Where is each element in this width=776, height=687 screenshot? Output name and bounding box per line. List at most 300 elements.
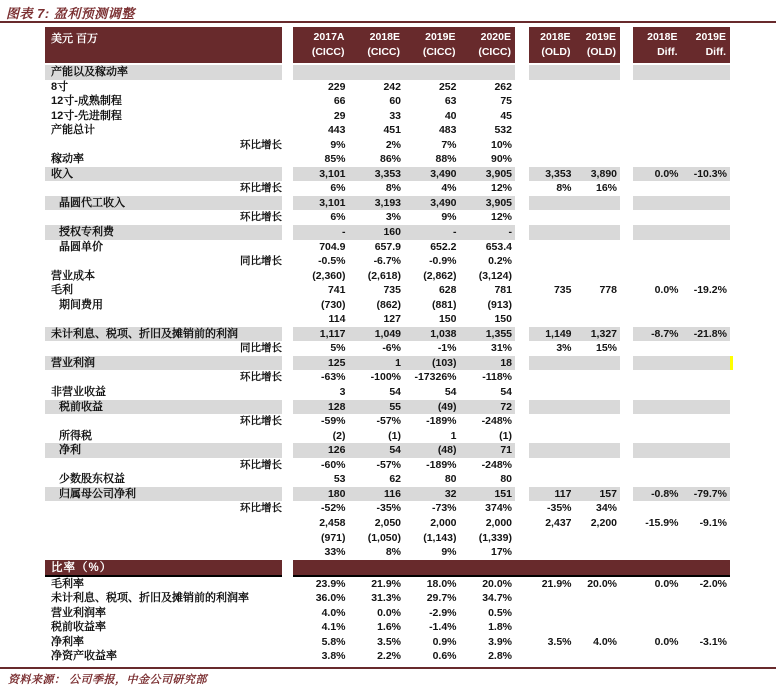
column-gap <box>620 635 633 650</box>
cell-2018e-cicc: 657.9 <box>374 240 401 253</box>
row-label: 收入 <box>51 167 73 180</box>
column-gap <box>515 65 529 80</box>
cell-2017a-cicc: (730) <box>320 298 346 311</box>
cell-2020e-cicc: 3,905 <box>460 167 516 182</box>
cell-2018e-old <box>529 240 575 255</box>
row-label-cell <box>45 240 282 255</box>
cell-2019e-diff <box>682 620 731 635</box>
column-gap <box>515 341 529 356</box>
column-gap <box>282 472 293 487</box>
cell-2019e-old <box>575 80 621 95</box>
cell-2019e-cicc: 150 <box>438 313 457 326</box>
row-label: 归属母公司净利 <box>59 487 136 500</box>
cell-2018e-diff <box>633 80 682 95</box>
column-gap <box>620 298 633 313</box>
cell-2018e-cicc: (2,618) <box>367 269 401 282</box>
column-gap <box>620 269 633 284</box>
cell-2019e-old <box>575 240 621 255</box>
row-label: 净利 <box>59 444 81 457</box>
table-body <box>45 65 730 664</box>
column-gap <box>515 167 529 182</box>
cell-2020e-cicc: 150 <box>494 313 512 326</box>
column-gap <box>282 269 293 284</box>
cell-2019e-old <box>575 458 621 473</box>
cell-2019e-diff <box>682 429 731 444</box>
row-label <box>45 516 51 531</box>
cell-2018e-cicc: 3,193 <box>349 196 405 211</box>
cell-2019e-old: 778 <box>599 284 617 297</box>
cell-2018e-old: 117 <box>529 487 575 502</box>
cell-2018e-cicc: 160 <box>349 225 405 240</box>
cell-2020e-cicc: - <box>460 225 516 240</box>
column-gap <box>515 620 529 635</box>
highlight-row <box>45 225 730 240</box>
cell-2017a-cicc: -0.5% <box>318 255 346 268</box>
row-label: 所得税 <box>59 429 92 442</box>
cell-2019e-diff <box>682 94 731 109</box>
column-gap <box>620 210 633 225</box>
cell-2018e-old <box>529 414 575 429</box>
cell-2018e-diff <box>633 65 682 80</box>
cell-2018e-cicc: 3.5% <box>377 635 401 648</box>
cell-2018e-cicc: (1,050) <box>367 531 401 544</box>
highlight-row <box>45 400 730 415</box>
cell-2019e-diff <box>682 341 731 356</box>
column-gap <box>620 167 633 182</box>
cell-2019e-cicc: -1.4% <box>429 621 457 634</box>
cell-2018e-diff <box>633 472 682 487</box>
column-gap <box>620 531 633 546</box>
row-label <box>45 545 51 560</box>
row-label-cell <box>45 269 282 284</box>
header-source: (OLD) <box>541 46 571 58</box>
cell-2018e-cicc: 31.3% <box>371 592 401 605</box>
cell-2017a-cicc: 6% <box>330 182 346 195</box>
column-gap <box>282 606 293 621</box>
cell-2019e-diff <box>682 254 731 269</box>
cell-2018e-diff: 0.0% <box>654 284 679 297</box>
cell-2019e-diff <box>682 400 731 415</box>
header-source: (OLD) <box>586 46 616 58</box>
table-row <box>45 109 730 124</box>
cell-2019e-old <box>575 620 621 635</box>
header-unit-label: 美元 百万 <box>45 27 282 63</box>
cell-2020e-cicc: 10% <box>490 138 512 151</box>
cell-2020e-cicc: 3,905 <box>460 196 516 211</box>
column-gap <box>620 545 633 560</box>
cell-2017a-cicc: - <box>293 225 349 240</box>
cell-2018e-cicc: -6% <box>382 342 401 355</box>
cell-2017a-cicc: 66 <box>333 95 346 108</box>
row-label: 产能以及稼动率 <box>51 66 128 78</box>
column-gap <box>620 385 633 400</box>
cell-2018e-cicc: 1.6% <box>377 621 401 634</box>
row-label: 毛利率 <box>51 577 84 590</box>
column-gap <box>620 649 633 664</box>
cell-2017a-cicc: 443 <box>327 124 346 137</box>
cell-2018e-old <box>529 443 575 458</box>
cell-2018e-diff <box>633 269 682 284</box>
cell-2018e-cicc: 62 <box>389 473 401 486</box>
table-row <box>45 414 730 429</box>
cell-2018e-cicc: (1) <box>388 429 401 442</box>
row-sublabel: 环比增长 <box>240 371 282 384</box>
column-gap <box>620 606 633 621</box>
cell-2018e-old: 21.9% <box>541 577 572 590</box>
cell-2019e-diff <box>682 531 731 546</box>
column-gap <box>282 225 293 240</box>
row-sublabel: 环比增长 <box>240 138 282 151</box>
cell-2017a-cicc: 2,458 <box>319 516 346 529</box>
table-row <box>45 123 730 138</box>
column-gap <box>515 429 529 444</box>
header-2019e-old <box>575 27 621 63</box>
cell-2020e-cicc: 0.5% <box>488 606 512 619</box>
cell-2018e-cicc: -57% <box>376 415 401 428</box>
table-row <box>45 80 730 95</box>
cell-2019e-diff: -19.2% <box>693 284 727 297</box>
cell-2020e-cicc: 45 <box>500 109 512 122</box>
cell-2019e-old <box>575 356 621 371</box>
row-sublabel: 环比增长 <box>240 415 282 428</box>
row-label-cell <box>45 414 282 429</box>
cell-2019e-old <box>575 312 621 327</box>
cell-2018e-cicc: 127 <box>383 313 401 326</box>
column-gap <box>515 196 529 211</box>
cell-2019e-cicc: 54 <box>444 386 457 399</box>
table-row <box>45 577 730 592</box>
column-gap <box>620 591 633 606</box>
row-label-cell <box>45 341 282 356</box>
cell-2019e-diff <box>682 443 731 458</box>
row-label-cell <box>45 283 282 298</box>
cell-2017a-cicc: 229 <box>327 80 346 93</box>
column-gap <box>282 80 293 95</box>
cell-2019e-diff <box>682 356 731 371</box>
cell-2019e-cicc: (2,862) <box>423 269 457 282</box>
header-source: (CICC) <box>422 46 456 58</box>
cell-2017a-cicc: (2) <box>332 429 346 442</box>
row-label-cell <box>45 94 282 109</box>
cell-2020e-cicc: 90% <box>490 153 512 166</box>
column-gap <box>282 516 293 531</box>
cell-2018e-old <box>529 254 575 269</box>
column-gap <box>620 94 633 109</box>
cell-2019e-diff <box>682 269 731 284</box>
cell-2020e-cicc: 20.0% <box>482 577 512 590</box>
cell-2019e-old <box>575 443 621 458</box>
table-row <box>45 531 730 546</box>
cell-2018e-old <box>529 138 575 153</box>
cell-2017a-cicc: -63% <box>320 371 346 384</box>
row-label <box>45 312 51 327</box>
table-row <box>45 152 730 167</box>
cell-2020e-cicc: 3.9% <box>488 635 512 648</box>
cell-2018e-old: 735 <box>553 284 572 297</box>
cell-2019e-cicc: 9% <box>441 546 457 559</box>
cell-2020e-cicc: 17% <box>490 546 512 559</box>
cell-2018e-diff <box>633 591 682 606</box>
row-label-cell <box>45 225 282 240</box>
header-2018e-diff <box>633 27 682 63</box>
cell-2017a-cicc: 180 <box>293 487 349 502</box>
cell-2019e-old <box>575 109 621 124</box>
row-label-cell <box>45 606 282 621</box>
row-label-cell <box>45 370 282 385</box>
cell-2017a-cicc: 3,101 <box>293 196 349 211</box>
cell-2019e-diff <box>682 181 731 196</box>
cell-2019e-cicc: 80 <box>444 473 457 486</box>
table-row <box>45 385 730 400</box>
cell-2019e-old <box>575 94 621 109</box>
column-gap <box>515 181 529 196</box>
header-source: (CICC) <box>367 46 400 58</box>
cell-2019e-diff: -21.8% <box>682 327 731 342</box>
row-label-cell <box>45 577 282 592</box>
row-label: 8寸 <box>51 80 69 93</box>
row-label: 产能总计 <box>51 124 95 137</box>
column-gap <box>282 591 293 606</box>
table-row <box>45 606 730 621</box>
header-2017a-cicc <box>293 27 349 63</box>
cell-2020e-cicc <box>460 65 516 80</box>
row-label <box>45 414 51 429</box>
cell-2019e-diff <box>682 138 731 153</box>
cell-2018e-old: 3% <box>556 342 572 355</box>
cell-2018e-cicc: (862) <box>376 298 401 311</box>
highlight-row <box>45 356 730 371</box>
cell-2018e-old <box>529 620 575 635</box>
cell-2020e-cicc: 80 <box>500 473 512 486</box>
cell-2019e-diff <box>682 196 731 211</box>
row-label-cell <box>45 138 282 153</box>
cell-2019e-cicc: - <box>404 225 460 240</box>
column-gap <box>515 516 529 531</box>
row-label-cell <box>45 400 282 415</box>
column-gap <box>282 545 293 560</box>
table-header-row <box>45 27 730 63</box>
cell-2019e-old <box>575 65 621 80</box>
cell-2018e-old <box>529 606 575 621</box>
cell-2020e-cicc: 653.4 <box>485 240 512 253</box>
cell-2020e-cicc: 12% <box>490 211 512 224</box>
cell-2019e-diff <box>682 80 731 95</box>
table-row <box>45 312 730 327</box>
header-year: 2018E <box>369 31 400 43</box>
cell-2018e-cicc: 116 <box>349 487 405 502</box>
cell-2018e-diff <box>633 341 682 356</box>
cell-2017a-cicc: 85% <box>324 153 346 166</box>
column-gap <box>515 254 529 269</box>
row-label <box>45 210 51 225</box>
cell-2020e-cicc: 71 <box>460 443 516 458</box>
cell-2018e-old: -35% <box>546 502 572 515</box>
column-gap <box>515 458 529 473</box>
cell-2020e-cicc: (3,124) <box>478 269 512 282</box>
column-gap <box>515 385 529 400</box>
column-gap <box>515 109 529 124</box>
cell-2019e-cicc: 32 <box>404 487 460 502</box>
column-gap <box>515 240 529 255</box>
row-label-cell <box>45 516 282 531</box>
cell-2019e-cicc: 9% <box>441 211 457 224</box>
cell-2017a-cicc: 1,117 <box>293 327 349 342</box>
cell-2020e-cicc: 12% <box>490 182 512 195</box>
cell-2018e-old <box>529 400 575 415</box>
column-gap <box>282 123 293 138</box>
cell-2018e-old <box>529 545 575 560</box>
cell-2019e-cicc: 7% <box>441 138 457 151</box>
cell-2019e-cicc: 88% <box>435 153 457 166</box>
cell-2019e-cicc: (49) <box>404 400 460 415</box>
column-gap <box>620 501 633 516</box>
row-label <box>45 370 51 385</box>
cell-2018e-old <box>529 225 575 240</box>
table-row <box>45 138 730 153</box>
table-row <box>45 283 730 298</box>
cell-2018e-cicc: 2% <box>385 138 401 151</box>
column-gap <box>620 458 633 473</box>
cell-2019e-diff <box>682 606 731 621</box>
cell-2018e-diff: -15.9% <box>645 516 679 529</box>
column-gap <box>282 152 293 167</box>
cell-2018e-diff <box>633 94 682 109</box>
column-gap <box>620 356 633 371</box>
cell-2019e-old <box>575 400 621 415</box>
cell-2017a-cicc: 114 <box>328 313 346 326</box>
cell-2019e-cicc: -17326% <box>414 371 457 384</box>
cell-2020e-cicc: 151 <box>460 487 516 502</box>
cell-2019e-old <box>575 138 621 153</box>
cell-2018e-diff <box>633 443 682 458</box>
column-gap <box>282 443 293 458</box>
cell-2018e-diff <box>633 298 682 313</box>
cell-2019e-cicc: 652.2 <box>430 240 457 253</box>
header-2019e-diff <box>682 27 731 63</box>
column-gap <box>620 443 633 458</box>
cell-2019e-diff <box>682 312 731 327</box>
row-label-cell <box>45 531 282 546</box>
cell-2018e-old <box>529 591 575 606</box>
row-sublabel: 环比增长 <box>240 458 282 471</box>
column-gap <box>620 65 633 80</box>
cell-2017a-cicc: 9% <box>330 138 346 151</box>
table-row <box>45 429 730 444</box>
cell-2019e-diff <box>682 210 731 225</box>
cell-2019e-old <box>575 414 621 429</box>
column-gap <box>620 181 633 196</box>
row-label: 营业成本 <box>51 269 95 282</box>
column-gap <box>282 370 293 385</box>
cell-2018e-cicc: 735 <box>383 284 401 297</box>
column-gap <box>282 312 293 327</box>
column-gap <box>515 591 529 606</box>
cell-2020e-cicc: 72 <box>460 400 516 415</box>
row-label: 净资产收益率 <box>51 650 117 663</box>
cell-2019e-old <box>575 123 621 138</box>
source-note: 资料来源： 公司季报，中金公司研究部 <box>8 673 208 686</box>
column-gap <box>282 181 293 196</box>
cell-2018e-cicc: -35% <box>376 502 401 515</box>
cell-2018e-old <box>529 94 575 109</box>
cell-2020e-cicc: (1,339) <box>478 531 512 544</box>
cell-2019e-cicc: 40 <box>444 109 457 122</box>
table-row <box>45 370 730 385</box>
cell-2018e-cicc: 60 <box>389 95 401 108</box>
header-year: 2019E <box>695 31 726 43</box>
cell-2019e-diff <box>682 152 731 167</box>
cell-2018e-diff: 0.0% <box>654 635 679 648</box>
cell-2019e-diff: -9.1% <box>699 516 727 529</box>
cell-2020e-cicc: 34.7% <box>482 592 512 605</box>
column-gap <box>515 577 529 592</box>
cell-2019e-diff: -79.7% <box>682 487 731 502</box>
header-year: 2018E <box>540 31 571 43</box>
cell-2018e-cicc <box>349 65 405 80</box>
column-gap <box>282 196 293 211</box>
row-label-cell <box>45 620 282 635</box>
cell-2019e-cicc: 4% <box>441 182 457 195</box>
cell-2018e-cicc: -100% <box>370 371 401 384</box>
cell-2018e-cicc: -57% <box>376 458 401 471</box>
cell-2018e-diff <box>633 429 682 444</box>
cell-2018e-old <box>529 80 575 95</box>
cell-2019e-old <box>575 269 621 284</box>
row-label: 期间费用 <box>59 298 103 311</box>
cell-2019e-old <box>575 649 621 664</box>
column-gap <box>620 254 633 269</box>
cell-2018e-old <box>529 356 575 371</box>
cell-2019e-cicc: 628 <box>438 284 457 297</box>
column-gap <box>620 516 633 531</box>
table-row <box>45 94 730 109</box>
row-label-cell <box>45 487 282 502</box>
column-gap <box>620 27 633 63</box>
cell-2018e-old <box>529 123 575 138</box>
column-gap <box>282 501 293 516</box>
cell-2018e-old <box>529 65 575 80</box>
row-label: 12寸-成熟制程 <box>51 95 122 108</box>
row-label-cell <box>45 356 282 371</box>
cell-2019e-cicc: 3,490 <box>404 167 460 182</box>
row-label <box>45 501 51 516</box>
column-gap <box>620 400 633 415</box>
row-label: 毛利 <box>51 284 73 297</box>
cell-2018e-diff <box>633 356 682 371</box>
cell-2019e-cicc: 0.6% <box>432 650 457 663</box>
cell-2018e-diff <box>633 254 682 269</box>
cell-2017a-cicc: 3.8% <box>321 650 346 663</box>
row-sublabel: 同比增长 <box>240 342 282 355</box>
cell-2019e-old <box>575 385 621 400</box>
cell-2017a-cicc: -60% <box>320 458 346 471</box>
cell-2019e-diff <box>682 501 731 516</box>
cell-2018e-diff <box>633 649 682 664</box>
cell-2018e-cicc: 0.0% <box>377 606 401 619</box>
row-label-cell <box>45 181 282 196</box>
table-row <box>45 181 730 196</box>
cell-2018e-cicc: 8% <box>385 546 401 559</box>
row-label-cell <box>45 649 282 664</box>
cell-2020e-cicc: 18 <box>460 356 516 371</box>
column-gap <box>282 298 293 313</box>
cell-2019e-diff: -2.0% <box>699 577 727 590</box>
row-label: 营业利润 <box>51 356 95 369</box>
cell-2019e-cicc: -189% <box>426 415 457 428</box>
header-year: 2019E <box>425 31 456 43</box>
cell-2018e-cicc: 242 <box>383 80 401 93</box>
cell-2018e-old <box>529 109 575 124</box>
